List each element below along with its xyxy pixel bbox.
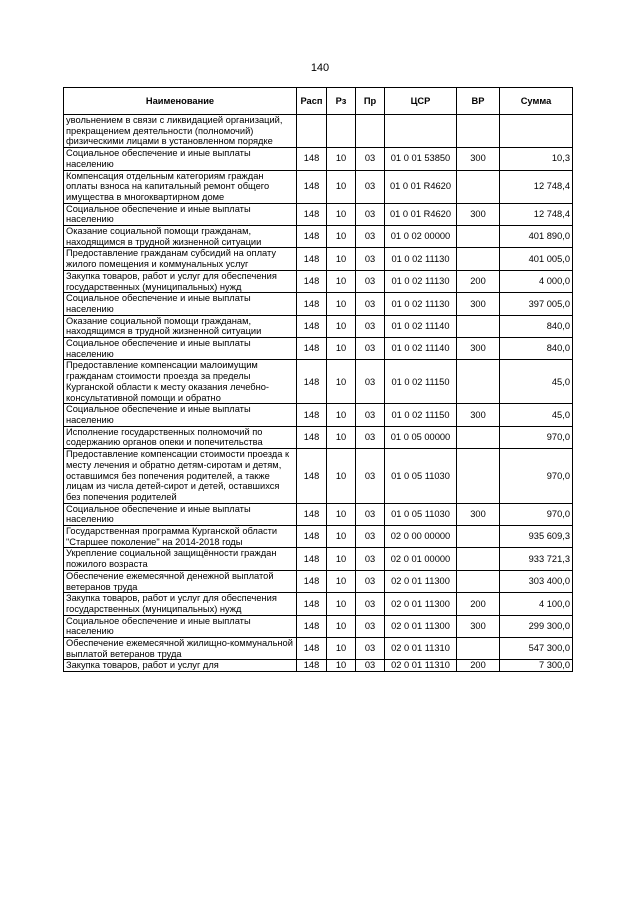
cell-csr: 02 0 01 11310 [385,660,457,672]
cell-vr [457,638,500,660]
cell-rz: 10 [327,148,356,170]
table-row [64,203,573,225]
cell-pr: 03 [356,203,385,225]
cell-pr: 03 [356,404,385,426]
cell-name: Предоставление компенсации стоимости проезда к месту лечения и обратно детям-сиротам и детям, оставшимся без попечения родителей, а также лицам из числа детей-сирот и детей, оставшихся без попечения родителей [64,449,297,504]
header-vr: ВР [457,88,500,115]
cell-rasp: 148 [297,548,327,570]
table-row [64,526,573,548]
cell-rz: 10 [327,615,356,637]
table-row [64,315,573,337]
cell-pr: 03 [356,548,385,570]
table-row [64,593,573,615]
cell-csr: 02 0 01 11300 [385,570,457,592]
cell-name: Социальное обеспечение и иные выплаты населению [64,615,297,637]
cell-vr: 200 [457,270,500,292]
table-row [64,449,573,504]
cell-rz: 10 [327,248,356,270]
cell-name: Оказание социальной помощи гражданам, находящимся в трудной жизненной ситуации [64,315,297,337]
cell-csr: 01 0 02 11130 [385,248,457,270]
cell-name: Предоставление компенсации малоимущим гражданам стоимости проезда за пределы Курганской области к месту оказания лечебно-консультативной помощи и обратно [64,360,297,404]
cell-vr: 300 [457,148,500,170]
cell-pr: 03 [356,338,385,360]
cell-csr: 01 0 02 11130 [385,293,457,315]
cell-vr: 200 [457,660,500,672]
cell-vr [457,115,500,148]
cell-rasp: 148 [297,615,327,637]
cell-sum: 12 748,4 [500,203,573,225]
cell-vr: 300 [457,615,500,637]
header-name: Наименование [64,88,297,115]
cell-rz: 10 [327,548,356,570]
cell-rasp: 148 [297,360,327,404]
cell-rz: 10 [327,449,356,504]
cell-csr: 02 0 01 11300 [385,615,457,637]
cell-csr: 02 0 01 11300 [385,593,457,615]
cell-vr [457,248,500,270]
cell-pr: 03 [356,226,385,248]
cell-pr: 03 [356,248,385,270]
table-row [64,660,573,672]
cell-sum: 10,3 [500,148,573,170]
cell-rz: 10 [327,503,356,525]
cell-name: увольнением в связи с ликвидацией организаций, прекращением деятельности (полномочий) физическими лицами в установленном порядке [64,115,297,148]
cell-rz: 10 [327,338,356,360]
cell-pr: 03 [356,660,385,672]
cell-csr: 01 0 02 00000 [385,226,457,248]
cell-csr [385,115,457,148]
cell-rasp: 148 [297,226,327,248]
cell-rz: 10 [327,270,356,292]
cell-name: Оказание социальной помощи гражданам, находящимся в трудной жизненной ситуации [64,226,297,248]
cell-name: Закупка товаров, работ и услуг для обеспечения государственных (муниципальных) нужд [64,593,297,615]
cell-vr: 300 [457,338,500,360]
cell-name: Государственная программа Курганской области "Старшее поколение" на 2014-2018 годы [64,526,297,548]
table-row [64,426,573,448]
cell-pr: 03 [356,426,385,448]
cell-csr: 01 0 02 11140 [385,338,457,360]
cell-sum: 7 300,0 [500,660,573,672]
cell-rz: 10 [327,593,356,615]
cell-rz: 10 [327,526,356,548]
cell-sum: 840,0 [500,338,573,360]
table-row [64,570,573,592]
cell-rasp [297,115,327,148]
cell-pr: 03 [356,293,385,315]
cell-rz: 10 [327,660,356,672]
cell-csr: 01 0 02 11150 [385,404,457,426]
table-row [64,293,573,315]
cell-name: Социальное обеспечение и иные выплаты населению [64,293,297,315]
cell-pr: 03 [356,638,385,660]
cell-sum: 970,0 [500,503,573,525]
cell-name: Социальное обеспечение и иные выплаты населению [64,203,297,225]
cell-vr [457,170,500,203]
cell-name: Обеспечение ежемесячной денежной выплатой ветеранов труда [64,570,297,592]
cell-pr: 03 [356,449,385,504]
cell-vr [457,315,500,337]
cell-vr: 300 [457,293,500,315]
cell-pr: 03 [356,270,385,292]
cell-sum: 933 721,3 [500,548,573,570]
cell-vr [457,360,500,404]
cell-sum: 970,0 [500,449,573,504]
cell-name: Исполнение государственных полномочий по содержанию органов опеки и попечительства [64,426,297,448]
cell-sum: 397 005,0 [500,293,573,315]
header-csr: ЦСР [385,88,457,115]
table-row [64,248,573,270]
cell-name: Социальное обеспечение и иные выплаты населению [64,503,297,525]
table-row [64,115,573,148]
cell-sum: 4 000,0 [500,270,573,292]
cell-rasp: 148 [297,270,327,292]
cell-rasp: 148 [297,148,327,170]
header-pr: Пр [356,88,385,115]
cell-vr [457,449,500,504]
table-row [64,548,573,570]
cell-rz: 10 [327,404,356,426]
cell-rz: 10 [327,570,356,592]
table-body [64,115,573,672]
cell-vr: 300 [457,503,500,525]
cell-vr: 300 [457,203,500,225]
cell-rz: 10 [327,360,356,404]
cell-name: Социальное обеспечение и иные выплаты населению [64,148,297,170]
budget-table [63,87,573,672]
cell-rasp: 148 [297,203,327,225]
table-row [64,338,573,360]
cell-name: Социальное обеспечение и иные выплаты населению [64,404,297,426]
cell-rasp: 148 [297,660,327,672]
cell-rz: 10 [327,426,356,448]
cell-sum: 12 748,4 [500,170,573,203]
cell-csr: 01 0 02 11150 [385,360,457,404]
table-row [64,170,573,203]
cell-name: Социальное обеспечение и иные выплаты населению [64,338,297,360]
cell-sum: 935 609,3 [500,526,573,548]
header-sum: Сумма [500,88,573,115]
cell-csr: 01 0 05 00000 [385,426,457,448]
cell-name: Обеспечение ежемесячной жилищно-коммунальной выплатой ветеранов труда [64,638,297,660]
cell-pr: 03 [356,570,385,592]
cell-vr [457,226,500,248]
table-row [64,404,573,426]
cell-sum: 45,0 [500,360,573,404]
cell-name: Укрепление социальной защищённости граждан пожилого возраста [64,548,297,570]
cell-csr: 02 0 01 00000 [385,548,457,570]
cell-rasp: 148 [297,593,327,615]
cell-rasp: 148 [297,570,327,592]
cell-csr: 01 0 01 R4620 [385,170,457,203]
cell-sum: 299 300,0 [500,615,573,637]
cell-pr: 03 [356,593,385,615]
cell-csr: 01 0 01 R4620 [385,203,457,225]
cell-rasp: 148 [297,404,327,426]
cell-sum: 45,0 [500,404,573,426]
cell-pr [356,115,385,148]
cell-pr: 03 [356,170,385,203]
cell-sum [500,115,573,148]
cell-pr: 03 [356,503,385,525]
cell-vr: 300 [457,404,500,426]
cell-csr: 01 0 05 11030 [385,449,457,504]
cell-rz [327,115,356,148]
header-rasp: Расп [297,88,327,115]
cell-rz: 10 [327,293,356,315]
cell-name: Закупка товаров, работ и услуг для [64,660,297,672]
cell-pr: 03 [356,360,385,404]
cell-sum: 4 100,0 [500,593,573,615]
cell-vr: 200 [457,593,500,615]
cell-csr: 01 0 02 11140 [385,315,457,337]
cell-csr: 01 0 02 11130 [385,270,457,292]
cell-name: Предоставление гражданам субсидий на оплату жилого помещения и коммунальных услуг [64,248,297,270]
cell-sum: 401 005,0 [500,248,573,270]
cell-name: Компенсация отдельным категориям граждан оплаты взноса на капитальный ремонт общего имущества в многоквартирном доме [64,170,297,203]
cell-csr: 02 0 00 00000 [385,526,457,548]
cell-name: Закупка товаров, работ и услуг для обеспечения государственных (муниципальных) нужд [64,270,297,292]
cell-rasp: 148 [297,248,327,270]
table-row [64,148,573,170]
cell-pr: 03 [356,526,385,548]
cell-rasp: 148 [297,338,327,360]
page-number: 140 [310,62,330,74]
cell-sum: 303 400,0 [500,570,573,592]
table-row [64,360,573,404]
cell-vr [457,548,500,570]
cell-rasp: 148 [297,503,327,525]
cell-vr [457,570,500,592]
table-row [64,615,573,637]
cell-rasp: 148 [297,638,327,660]
cell-sum: 547 300,0 [500,638,573,660]
cell-rasp: 148 [297,526,327,548]
cell-rz: 10 [327,638,356,660]
cell-rasp: 148 [297,315,327,337]
table-row [64,503,573,525]
cell-csr: 02 0 01 11310 [385,638,457,660]
cell-rz: 10 [327,315,356,337]
cell-vr [457,526,500,548]
cell-rz: 10 [327,203,356,225]
cell-pr: 03 [356,615,385,637]
cell-rasp: 148 [297,426,327,448]
cell-csr: 01 0 01 53850 [385,148,457,170]
table-row [64,270,573,292]
cell-rasp: 148 [297,293,327,315]
cell-vr [457,426,500,448]
table-row [64,638,573,660]
cell-sum: 970,0 [500,426,573,448]
cell-sum: 840,0 [500,315,573,337]
cell-rasp: 148 [297,170,327,203]
header-rz: Рз [327,88,356,115]
table-row [64,226,573,248]
cell-sum: 401 890,0 [500,226,573,248]
cell-rasp: 148 [297,449,327,504]
cell-rz: 10 [327,170,356,203]
cell-csr: 01 0 05 11030 [385,503,457,525]
cell-pr: 03 [356,315,385,337]
table-header-row [64,88,573,115]
cell-rz: 10 [327,226,356,248]
cell-pr: 03 [356,148,385,170]
